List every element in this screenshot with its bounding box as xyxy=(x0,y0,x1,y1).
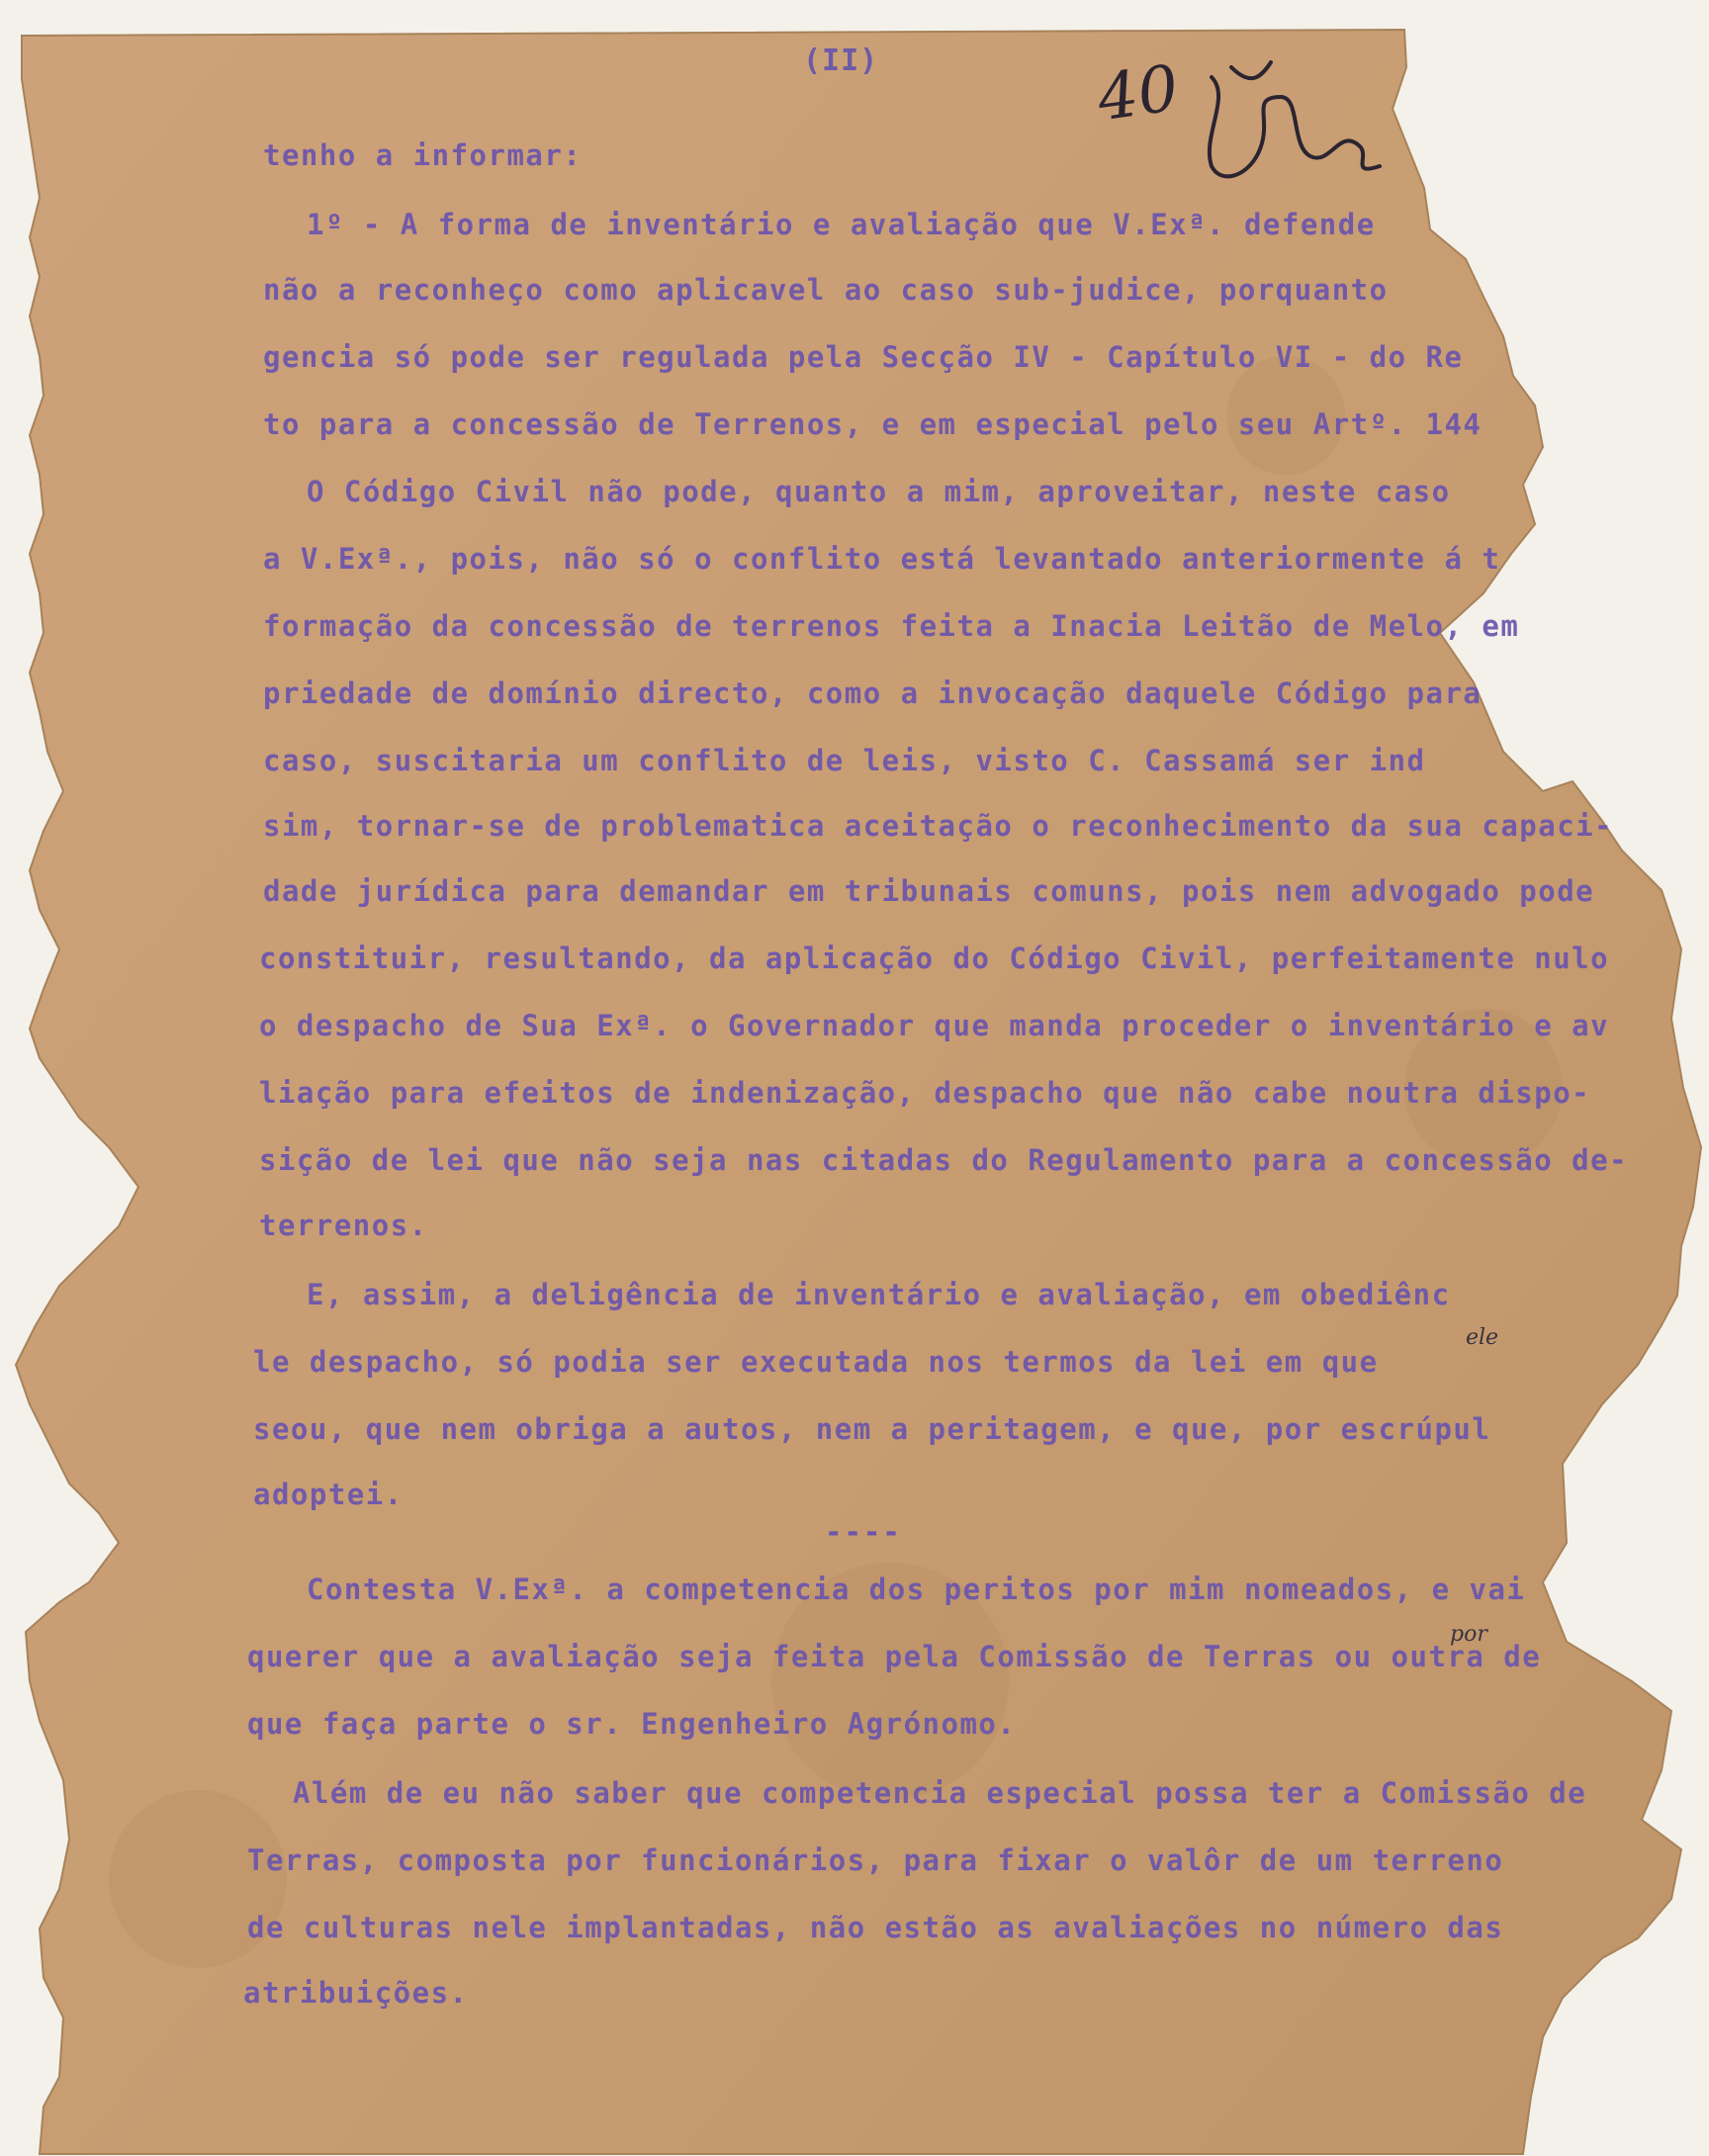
page-number: (II) xyxy=(803,44,879,78)
text-line: to para a concessão de Terrenos, e em especial pelo seu Artº. 144 xyxy=(263,407,1483,441)
text-line: dade jurídica para demandar em tribunais comuns, pois nem advogado pode xyxy=(263,874,1595,908)
text-line: priedade de domínio directo, como a invocação daquele Código para xyxy=(263,676,1483,710)
text-line: caso, suscitaria um conflito de leis, visto C. Cassamá ser ind xyxy=(263,744,1426,777)
text-line: Terras, composta por funcionários, para fixar o valôr de um terreno xyxy=(247,1843,1504,1877)
text-line: não a reconheço como aplicavel ao caso sub-judice, porquanto xyxy=(263,273,1389,307)
handwritten-insert: por xyxy=(1450,1622,1487,1647)
text-line: constituir, resultando, da aplicação do Código Civil, perfeitamente nulo xyxy=(259,942,1610,975)
text-line: 1º - A forma de inventário e avaliação que V.Exª. defende xyxy=(307,208,1376,241)
text-line: de culturas nele implantadas, não estão as avaliações no número das xyxy=(247,1911,1504,1944)
text-line: tenho a informar: xyxy=(263,138,583,172)
text-line: Além de eu não saber que competencia especial possa ter a Comissão de xyxy=(293,1776,1587,1810)
text-line: adoptei. xyxy=(253,1478,404,1511)
text-line: sim, tornar-se de problematica aceitação o reconhecimento da sua capaci- xyxy=(263,809,1614,843)
text-line: liação para efeitos de indenização, despacho que não cabe noutra dispo- xyxy=(259,1076,1591,1110)
text-line: a V.Exª., pois, não só o conflito está levantado anteriormente á t xyxy=(263,542,1501,576)
text-line: querer que a avaliação seja feita pela Comissão de Terras ou outra de xyxy=(247,1640,1542,1673)
text-line: O Código Civil não pode, quanto a mim, aproveitar, neste caso xyxy=(307,475,1451,508)
text-line: seou, que nem obriga a autos, nem a peritagem, e que, por escrúpul xyxy=(253,1412,1491,1446)
text-line: sição de lei que não seja nas citadas do Regulamento para a concessão de- xyxy=(259,1143,1629,1177)
text-line: gencia só pode ser regulada pela Secção IV - Capítulo VI - do Re xyxy=(263,340,1464,374)
text-line: E, assim, a deligência de inventário e avaliação, em obediênc xyxy=(307,1278,1451,1311)
text-line: atribuições. xyxy=(243,1976,469,2010)
text-line: que faça parte o sr. Engenheiro Agrónomo. xyxy=(247,1707,1017,1741)
text-line: terrenos. xyxy=(259,1209,428,1242)
handwritten-folio-number: 40 xyxy=(1093,51,1184,136)
text-line: Contesta V.Exª. a competencia dos peritos por mim nomeados, e vai xyxy=(307,1572,1526,1606)
handwritten-insert: ele xyxy=(1466,1325,1499,1350)
text-line: formação da concessão de terrenos feita a Inacia Leitão de Melo, em xyxy=(263,609,1520,643)
text-line: le despacho, só podia ser executada nos termos da lei em que xyxy=(253,1345,1379,1379)
text-line: o despacho de Sua Exª. o Governador que manda proceder o inventário e av xyxy=(259,1009,1610,1042)
section-separator: ---- xyxy=(825,1515,902,1549)
